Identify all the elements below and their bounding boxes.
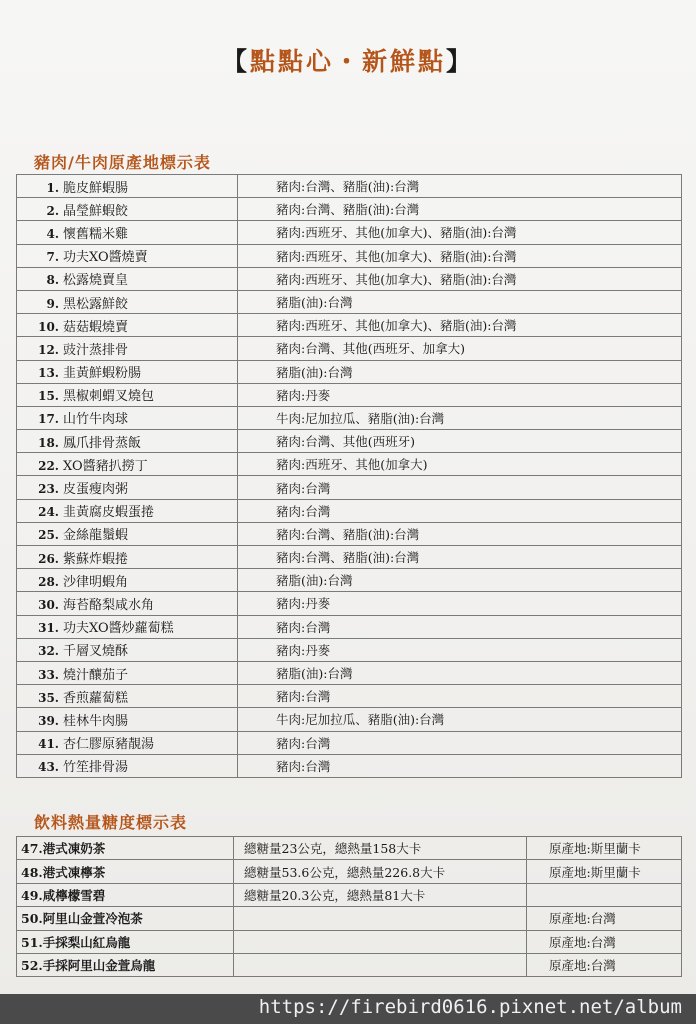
table-row (17, 731, 682, 754)
dish-number: 25. (38, 528, 59, 543)
dish-number: 2. (46, 203, 59, 218)
dish-number: 35. (38, 690, 59, 705)
origin-cell: 豬肉:台灣 (238, 685, 682, 708)
title-bracket-open: 【 (221, 47, 250, 76)
table-row (17, 360, 682, 383)
title-text: 點點心・新鮮點 (249, 47, 446, 76)
origin-cell: 豬肉:西班牙、其他(加拿大)、豬脂(油):台灣 (238, 244, 682, 267)
dish-name: 鳳爪排骨蒸飯 (63, 435, 142, 451)
origin-cell: 豬肉:台灣 (238, 615, 682, 638)
dish-number: 31. (38, 621, 59, 636)
dish-name: 杏仁膠原豬靚湯 (63, 737, 155, 753)
dish-cell (17, 244, 238, 267)
dish-cell (17, 406, 238, 429)
dish-name: 皮蛋瘦肉粥 (63, 482, 129, 498)
dish-cell (17, 290, 238, 313)
table-row (17, 953, 682, 976)
table-row (17, 907, 682, 930)
origin-cell: 豬肉:西班牙、其他(加拿大)、豬脂(油):台灣 (238, 267, 682, 290)
drink-name: 49.咸檸檬雪碧 (17, 883, 234, 906)
origin-cell: 豬肉:台灣、其他(西班牙、加拿大) (238, 337, 682, 360)
drink-origin: 原產地:台灣 (527, 907, 682, 930)
dish-number: 4. (46, 226, 59, 241)
origin-cell: 豬肉:台灣、豬脂(油):台灣 (238, 198, 682, 221)
table-row (17, 476, 682, 499)
drink-nutrition: 總糖量23公克，總熱量158大卡 (234, 837, 527, 860)
table-row (17, 592, 682, 615)
dish-name: 桂林牛肉腸 (63, 713, 129, 729)
table-row (17, 314, 682, 337)
drink-origin: 原產地:斯里蘭卡 (527, 837, 682, 860)
dish-name: 豉汁蒸排骨 (63, 342, 129, 358)
dish-cell (17, 198, 238, 221)
origin-cell: 豬脂(油):台灣 (238, 290, 682, 313)
dish-cell (17, 499, 238, 522)
dish-number: 8. (46, 273, 59, 288)
dish-name: 黑松露鮮餃 (63, 296, 129, 312)
dish-number: 32. (38, 644, 59, 659)
drink-origin: 原產地:斯里蘭卡 (527, 860, 682, 883)
dish-number: 13. (38, 366, 59, 381)
table-row (17, 930, 682, 953)
drink-nutrition (234, 907, 527, 930)
dish-number: 43. (38, 760, 59, 775)
origin-cell: 豬脂(油):台灣 (238, 569, 682, 592)
table-row (17, 883, 682, 906)
dish-number: 39. (38, 713, 59, 728)
dish-cell (17, 708, 238, 731)
dish-cell (17, 546, 238, 569)
table-row (17, 860, 682, 883)
dish-number: 24. (38, 505, 59, 520)
dish-number: 41. (38, 737, 59, 752)
table-row (17, 290, 682, 313)
table-row (17, 754, 682, 777)
dish-number: 26. (38, 551, 59, 566)
dish-cell (17, 430, 238, 453)
dish-cell (17, 383, 238, 406)
dish-name: 金絲龍鬚蝦 (63, 528, 129, 544)
table-row (17, 546, 682, 569)
dish-name: 松露燒賣皇 (63, 273, 129, 289)
drink-name: 48.港式凍檸茶 (17, 860, 234, 883)
origin-table-title: 豬肉/牛肉原產地標示表 (34, 153, 211, 172)
dish-cell (17, 685, 238, 708)
dish-number: 17. (38, 412, 59, 427)
table-row (17, 499, 682, 522)
dish-number: 23. (38, 482, 59, 497)
table-row (17, 615, 682, 638)
table-row (17, 221, 682, 244)
dish-cell (17, 175, 238, 198)
origin-cell: 豬脂(油):台灣 (238, 360, 682, 383)
table-row (17, 837, 682, 860)
drink-table (16, 836, 682, 977)
dish-name: 懷舊糯米雞 (63, 226, 129, 242)
dish-cell (17, 638, 238, 661)
watermark-bar (0, 994, 696, 1024)
origin-cell: 豬肉:西班牙、其他(加拿大)、豬脂(油):台灣 (238, 314, 682, 337)
origin-cell: 豬肉:台灣、豬脂(油):台灣 (238, 175, 682, 198)
dish-cell (17, 453, 238, 476)
drink-name: 47.港式凍奶茶 (17, 837, 234, 860)
drink-nutrition: 總糖量20.3公克，總熱量81大卡 (234, 883, 527, 906)
dish-number: 9. (46, 296, 59, 311)
dish-cell (17, 337, 238, 360)
dish-number: 30. (38, 597, 59, 612)
dish-name: 黑椒刺蝟叉燒包 (63, 389, 155, 405)
drink-origin: 原產地:台灣 (527, 953, 682, 976)
page-title (0, 42, 696, 78)
origin-cell: 豬肉:西班牙、其他(加拿大)、豬脂(油):台灣 (238, 221, 682, 244)
drink-origin (527, 883, 682, 906)
dish-name: 燒汁釀茄子 (63, 667, 129, 683)
origin-cell: 豬肉:台灣、豬脂(油):台灣 (238, 546, 682, 569)
table-row (17, 406, 682, 429)
origin-cell: 豬肉:台灣 (238, 476, 682, 499)
table-row (17, 685, 682, 708)
dish-number: 7. (46, 250, 59, 265)
title-bracket-close: 】 (446, 47, 475, 76)
dish-name: 功夫XO醬燒賣 (63, 250, 148, 266)
dish-cell (17, 221, 238, 244)
origin-cell: 牛肉:尼加拉瓜、豬脂(油):台灣 (238, 406, 682, 429)
table-row (17, 337, 682, 360)
dish-cell (17, 615, 238, 638)
table-row (17, 175, 682, 198)
dish-number: 1. (46, 180, 59, 195)
dish-name: 菇菇蝦燒賣 (63, 319, 129, 335)
drink-name: 51.手採梨山紅烏龍 (17, 930, 234, 953)
dish-cell (17, 267, 238, 290)
dish-number: 28. (38, 574, 59, 589)
dish-cell (17, 661, 238, 684)
origin-cell: 豬肉:丹麥 (238, 638, 682, 661)
dish-cell (17, 592, 238, 615)
origin-cell: 豬肉:西班牙、其他(加拿大) (238, 453, 682, 476)
origin-cell: 豬肉:台灣 (238, 731, 682, 754)
drink-name: 52.手採阿里山金萱烏龍 (17, 953, 234, 976)
dish-name: 千層叉燒酥 (63, 644, 129, 660)
dish-cell (17, 569, 238, 592)
table-row (17, 661, 682, 684)
dish-name: 竹笙排骨湯 (63, 760, 129, 776)
origin-cell: 豬肉:台灣 (238, 754, 682, 777)
origin-cell: 豬肉:台灣 (238, 499, 682, 522)
dish-cell (17, 731, 238, 754)
drink-nutrition (234, 953, 527, 976)
dish-name: 韭黃腐皮蝦蛋捲 (63, 505, 155, 521)
dish-name: 沙律明蝦角 (63, 574, 129, 590)
dish-name: XO醬豬扒撈丁 (63, 458, 148, 474)
table-row (17, 244, 682, 267)
dish-cell (17, 360, 238, 383)
dish-name: 香煎蘿蔔糕 (63, 690, 129, 706)
dish-name: 山竹牛肉球 (63, 412, 129, 428)
table-row (17, 383, 682, 406)
table-row (17, 569, 682, 592)
dish-name: 韭黃鮮蝦粉腸 (63, 366, 142, 382)
origin-cell: 豬脂(油):台灣 (238, 661, 682, 684)
table-row (17, 708, 682, 731)
table-row (17, 430, 682, 453)
origin-cell: 牛肉:尼加拉瓜、豬脂(油):台灣 (238, 708, 682, 731)
watermark-url: https://firebird0616.pixnet.net/album (258, 996, 682, 1018)
dish-number: 22. (38, 458, 59, 473)
dish-cell (17, 754, 238, 777)
dish-cell (17, 314, 238, 337)
dish-name: 功夫XO醬炒蘿蔔糕 (63, 621, 174, 637)
drink-table-title: 飲料熱量糖度標示表 (34, 813, 188, 832)
drink-origin: 原產地:台灣 (527, 930, 682, 953)
table-row (17, 522, 682, 545)
table-row (17, 198, 682, 221)
dish-number: 18. (38, 435, 59, 450)
dish-name: 脆皮鮮蝦腸 (63, 180, 129, 196)
drink-name: 50.阿里山金萱冷泡茶 (17, 907, 234, 930)
dish-cell (17, 522, 238, 545)
dish-number: 33. (38, 667, 59, 682)
dish-name: 海苔酪梨咸水角 (63, 597, 155, 613)
dish-number: 15. (38, 389, 59, 404)
table-row (17, 267, 682, 290)
dish-name: 晶瑩鮮蝦餃 (63, 203, 129, 219)
dish-number: 10. (38, 319, 59, 334)
table-row (17, 638, 682, 661)
dish-number: 12. (38, 342, 59, 357)
origin-cell: 豬肉:丹麥 (238, 592, 682, 615)
dish-name: 紫蘇炸蝦捲 (63, 551, 129, 567)
origin-cell: 豬肉:丹麥 (238, 383, 682, 406)
drink-nutrition: 總糖量53.6公克，總熱量226.8大卡 (234, 860, 527, 883)
drink-nutrition (234, 930, 527, 953)
dish-cell (17, 476, 238, 499)
table-row (17, 453, 682, 476)
origin-table (16, 174, 682, 778)
origin-cell: 豬肉:台灣、豬脂(油):台灣 (238, 522, 682, 545)
origin-cell: 豬肉:台灣、其他(西班牙) (238, 430, 682, 453)
